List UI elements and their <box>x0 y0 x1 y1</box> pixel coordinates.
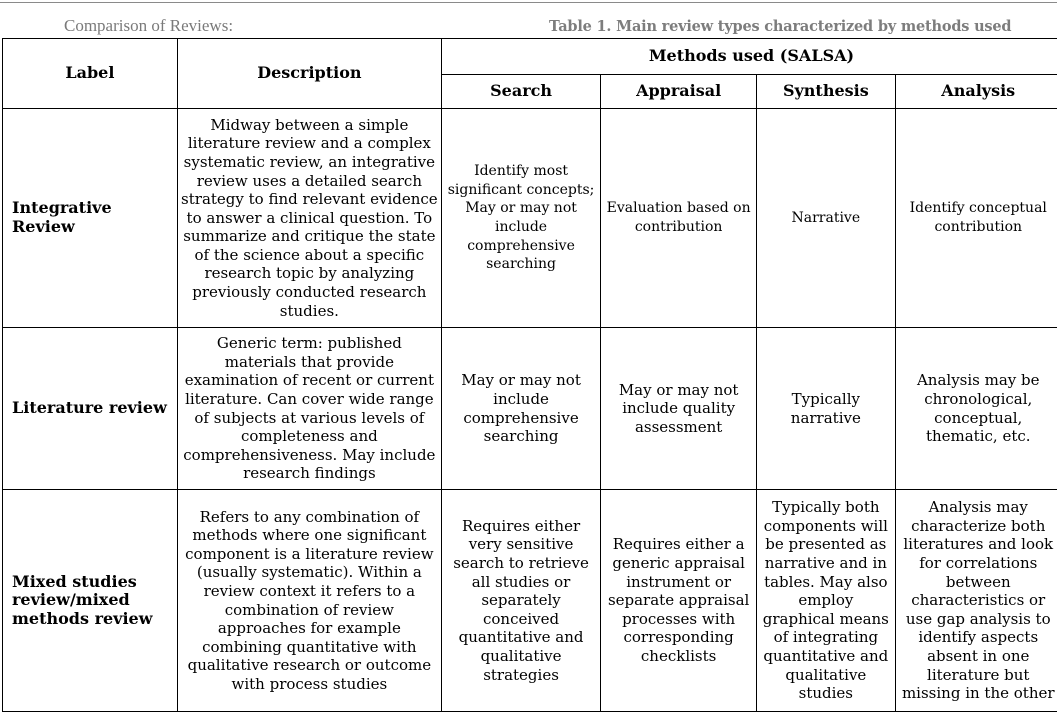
row-analysis: Identify conceptual contribution <box>895 109 1057 328</box>
row-search: Identify most significant concepts; May or may not include comprehensive searching <box>441 109 600 328</box>
column-header-search: Search <box>441 75 600 109</box>
top-rule <box>0 2 1057 3</box>
table-row <box>3 328 1057 490</box>
row-appraisal: Evaluation based on contribution <box>601 109 757 328</box>
row-label: Mixed studies review/mixed methods review <box>3 490 178 712</box>
row-synthesis: Typically narrative <box>757 328 895 490</box>
row-description: Refers to any combination of methods where one significant component is a literature review (usually systematic). Within a review context it refers to a combination of review approaches for example combining quantitative with qualitative research or outcome with process studies <box>177 490 441 712</box>
row-analysis: Analysis may characterize both literatures and look for correlations between characteristics or use gap analysis to identify aspects absent in one literature but missing in the other <box>895 490 1057 712</box>
column-header-appraisal: Appraisal <box>601 75 757 109</box>
column-header-synthesis: Synthesis <box>757 75 895 109</box>
row-description: Midway between a simple literature review and a complex systematic review, an integrative review uses a detailed search strategy to find relevant evidence to answer a clinical question. To summarize and critique the state of the science about a specific research topic by analyzing previously conducted research studies. <box>177 109 441 328</box>
row-label: Integrative Review <box>3 109 178 328</box>
table-caption: Table 1. Main review types characterized by methods used <box>549 18 1011 35</box>
row-label: Literature review <box>3 328 178 490</box>
column-header-description: Description <box>177 39 441 109</box>
table-header-row <box>3 39 1057 75</box>
row-analysis: Analysis may be chronological, conceptual, thematic, etc. <box>895 328 1057 490</box>
row-appraisal: May or may not include quality assessment <box>601 328 757 490</box>
row-search: May or may not include comprehensive searching <box>441 328 600 490</box>
table-row <box>3 490 1057 712</box>
column-header-analysis: Analysis <box>895 75 1057 109</box>
row-description: Generic term: published materials that provide examination of recent or current literature. Can cover wide range of subjects at various levels of completeness and comprehensiveness. May include research findings <box>177 328 441 490</box>
row-synthesis: Typically both components will be presented as narrative and in tables. May also employ graphical means of integrating quantitative and qualitative studies <box>757 490 895 712</box>
table-row <box>3 109 1057 328</box>
column-header-label: Label <box>3 39 178 109</box>
column-group-header-methods: Methods used (SALSA) <box>441 39 1057 75</box>
row-synthesis: Narrative <box>757 109 895 328</box>
row-search: Requires either very sensitive search to retrieve all studies or separately conceived quantitative and qualitative strategies <box>441 490 600 712</box>
row-appraisal: Requires either a generic appraisal instrument or separate appraisal processes with corresponding checklists <box>601 490 757 712</box>
document-header-title: Comparison of Reviews: <box>64 16 233 36</box>
review-types-table <box>2 38 1057 712</box>
